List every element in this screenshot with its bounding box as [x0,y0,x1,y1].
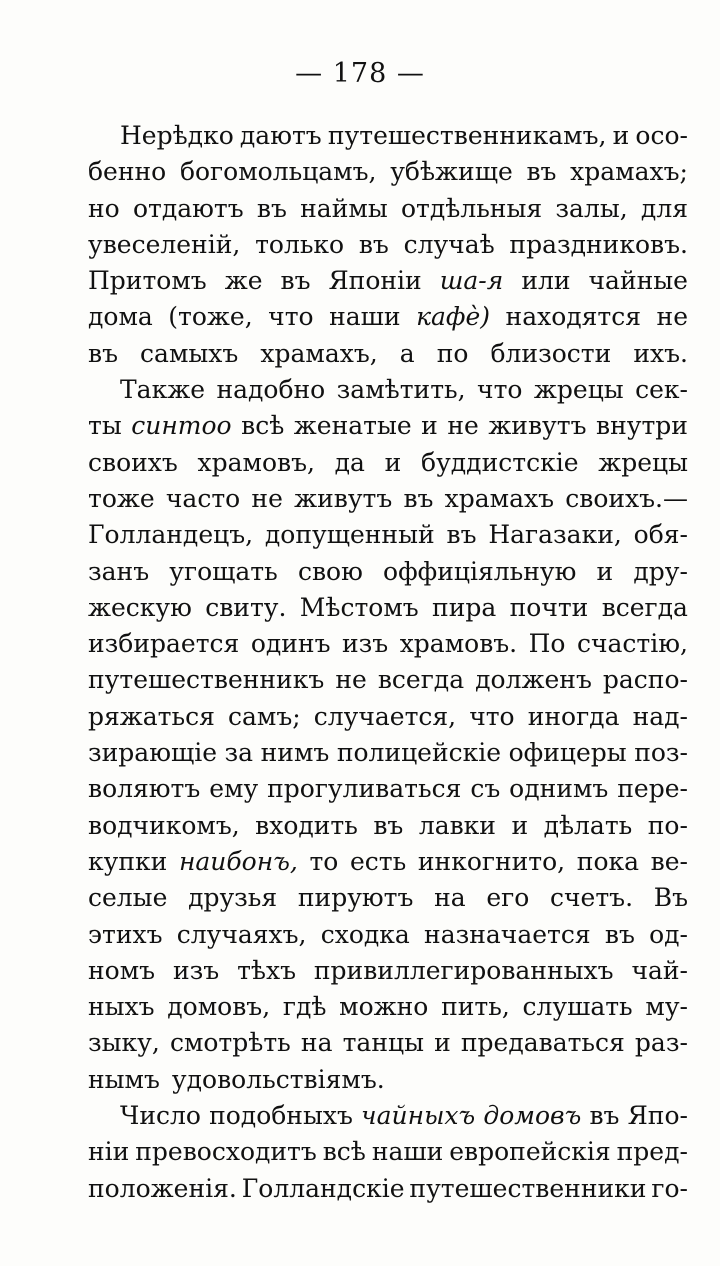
word: не [251,483,283,513]
text-line [88,808,688,844]
word: находятся [505,302,642,332]
word: Въ [653,883,688,913]
text-line [88,336,688,372]
italic-word: ша-я [439,266,504,296]
text-line [88,1134,688,1170]
word: лавки [418,810,496,840]
word: храмовъ. [399,629,518,659]
word: и [596,556,614,586]
word: путешественникъ [88,665,325,695]
word: и [421,411,438,441]
text-line [88,626,688,662]
word: по- [647,810,688,840]
word: что [477,375,523,405]
word: тоже [88,483,155,513]
word: селые [88,883,168,913]
word: ему [209,774,259,804]
text-line [88,1171,688,1207]
paragraph [88,372,688,1098]
word: можно [339,992,429,1022]
word: своихъ.— [565,483,688,513]
word: въ [604,919,635,949]
word: танцы [342,1028,424,1058]
word: но [88,193,120,223]
word: друзья [188,883,278,913]
word: воляютъ [88,774,201,804]
word: въ [403,483,434,513]
word: ныхъ [88,992,155,1022]
word: или [521,266,571,296]
word: этихъ [88,919,163,949]
text-line [88,880,688,916]
word: съ [470,774,501,804]
word: на [300,1028,333,1058]
word: избирается [88,629,240,659]
word: въ [589,1101,620,1131]
text-line [88,699,688,735]
word: богомольцамъ, [179,157,377,187]
word: наши [329,302,401,332]
word: путешественникамъ, [327,121,607,150]
word: самыхъ [140,338,239,368]
word: счетъ. [550,883,634,913]
word: Нерѣдко [120,121,234,150]
word: въ [526,157,557,187]
word: и [384,447,402,477]
word: наши [371,1137,444,1167]
word: счастію, [576,629,688,659]
word: храмахъ; [570,157,688,187]
text-line [88,1098,688,1134]
word: да [334,447,365,477]
word: (тоже, [168,302,253,332]
word: въ [373,810,404,840]
word: прогуливаться [267,774,462,804]
word: назначается [424,919,591,949]
text-line [88,735,688,771]
word: нымъ [88,1064,160,1094]
text-line [88,118,688,154]
word: случаяхъ, [176,919,307,949]
word: подобныхъ [209,1101,353,1131]
word: сек- [635,375,688,405]
word: жрецы [598,447,688,477]
word: му- [645,992,688,1022]
word: убѣжище [390,157,513,187]
text-line [88,953,688,989]
word: пере- [617,774,688,804]
word: входить [255,810,358,840]
word: номъ [88,955,156,985]
text-line [88,1025,688,1061]
text-line [88,227,688,263]
word: изъ [172,955,220,985]
word: однимъ [509,774,609,804]
word: пира [432,592,497,622]
word: домовъ, [167,992,271,1022]
word: за [224,738,254,768]
word: го- [651,1173,688,1203]
word: а [399,338,415,368]
word: свою [297,556,363,586]
word: осо- [635,121,688,150]
word: только [255,229,345,259]
word: чайные [588,266,688,296]
word: тѣхъ [237,955,296,985]
word: не [656,302,688,332]
word: иногда [527,701,620,731]
word: Нагазаки, [488,520,622,550]
word: Мѣстомъ [299,592,419,622]
word: Также [120,375,205,405]
text-line [88,662,688,698]
word: превосходитъ [135,1137,317,1167]
word: пред- [616,1137,688,1167]
word: положенія. [88,1173,237,1203]
word: европейскія [449,1137,611,1167]
word: Голландецъ, [88,520,254,550]
word: зирающіе [88,738,218,768]
word: свиту. [205,592,287,622]
word: часто [165,483,241,513]
word: въ [358,229,389,259]
word: близости [490,338,612,368]
word: на [434,883,466,913]
word: по [436,338,469,368]
text-line [88,917,688,953]
word: одинъ [250,629,331,659]
word: надобно [216,375,326,405]
word: предаваться [460,1028,625,1058]
text-line [88,408,688,444]
word: инкогнито, [417,846,566,876]
word: даютъ [239,121,322,150]
text-line [88,445,688,481]
word: Число [120,1101,201,1131]
word: водчикомъ, [88,810,240,840]
page-number: — 178 — [295,58,425,89]
word: праздниковъ. [509,229,688,259]
word: внутри [596,411,688,441]
word: не [335,665,367,695]
word: что [469,701,515,731]
word: удовольствіямъ. [171,1064,385,1094]
word: привиллегированныхъ [313,955,614,985]
word: и [511,810,529,840]
text-line [88,517,688,553]
word: же [224,266,263,296]
word: своихъ [88,447,178,477]
word: ряжаться [88,701,215,731]
word: его [486,883,530,913]
text-line [88,844,688,880]
word: въ [88,338,118,368]
word: сходка [320,919,410,949]
word: пить, [441,992,510,1022]
word: дома [88,302,153,332]
word: поз- [634,738,688,768]
word: оффиціяльную [383,556,577,586]
word: ве- [650,846,688,876]
word: офицеры [508,738,627,768]
word: отдаютъ [132,193,244,223]
text-line [88,372,688,408]
text-line [88,154,688,190]
paragraph [88,1098,688,1207]
word: од- [649,919,688,949]
word: храмовъ, [197,447,315,477]
word: ты [88,411,122,441]
word: раз- [634,1028,688,1058]
word: угощать [169,556,278,586]
text-line [88,590,688,626]
word: распо- [602,665,688,695]
word: нимъ [260,738,330,768]
word: всѣ [241,411,285,441]
word: над- [632,701,688,731]
text-line [88,554,688,590]
word: Притомъ [88,266,207,296]
text-line [88,989,688,1025]
text-line [88,191,688,227]
italic-word: кафѐ) [416,302,491,332]
word: замѣтить, [336,375,466,405]
word: купки [88,846,168,876]
word: дру- [633,556,688,586]
word: смотрѣть [169,1028,291,1058]
word: для [640,193,688,223]
word: изъ [341,629,389,659]
word: пируютъ [297,883,414,913]
word: зыку, [88,1028,160,1058]
word: случается, [313,701,457,731]
body-text [88,118,688,1207]
word: допущенный [264,520,435,550]
word: жрецы [533,375,624,405]
word: наймы [300,193,388,223]
italic-word: наибонъ, [178,846,298,876]
word: храмахъ [444,483,555,513]
word: чай- [631,955,688,985]
word: и [434,1028,451,1058]
italic-word: чайныхъ [361,1101,476,1131]
word: и [612,121,630,150]
word: путешественники [409,1173,647,1203]
word: слушать [522,992,633,1022]
word: женатые [293,411,412,441]
word: что [268,302,314,332]
word: бенно [88,157,167,187]
word: пока [576,846,640,876]
text-line [88,771,688,807]
word: буддистскіе [421,447,579,477]
word: гдѣ [282,992,327,1022]
word: случаѣ [403,229,495,259]
word: всѣ [322,1137,366,1167]
word: обя- [633,520,688,550]
word: храмахъ, [260,338,378,368]
word: ихъ. [633,338,688,368]
text-line [88,1062,688,1098]
word: занъ [88,556,150,586]
word: полицейскіе [336,738,502,768]
word: въ [446,520,477,550]
word: дѣлать [543,810,633,840]
word: отдѣльныя [400,193,543,223]
text-line [88,481,688,517]
word: живутъ [488,411,587,441]
paragraph [88,118,688,372]
word: живутъ [294,483,393,513]
italic-word: домовъ [483,1101,582,1131]
word: есть [349,846,407,876]
word: Голландскіе [241,1173,405,1203]
word: почти [509,592,589,622]
word: не [447,411,479,441]
word: жескую [88,592,192,622]
italic-word: синтоо [131,411,232,441]
word: ніи [88,1137,130,1167]
text-line [88,263,688,299]
word: то [309,846,339,876]
text-line [88,299,688,335]
word: По [528,629,566,659]
word: залы, [555,193,628,223]
word: увеселеній, [88,229,241,259]
word: Японіи [328,266,422,296]
word: долженъ [475,665,592,695]
word: Япо- [627,1101,688,1131]
word: всегда [601,592,688,622]
word: въ [280,266,311,296]
word: въ [256,193,287,223]
word: самъ; [227,701,301,731]
word: всегда [377,665,465,695]
